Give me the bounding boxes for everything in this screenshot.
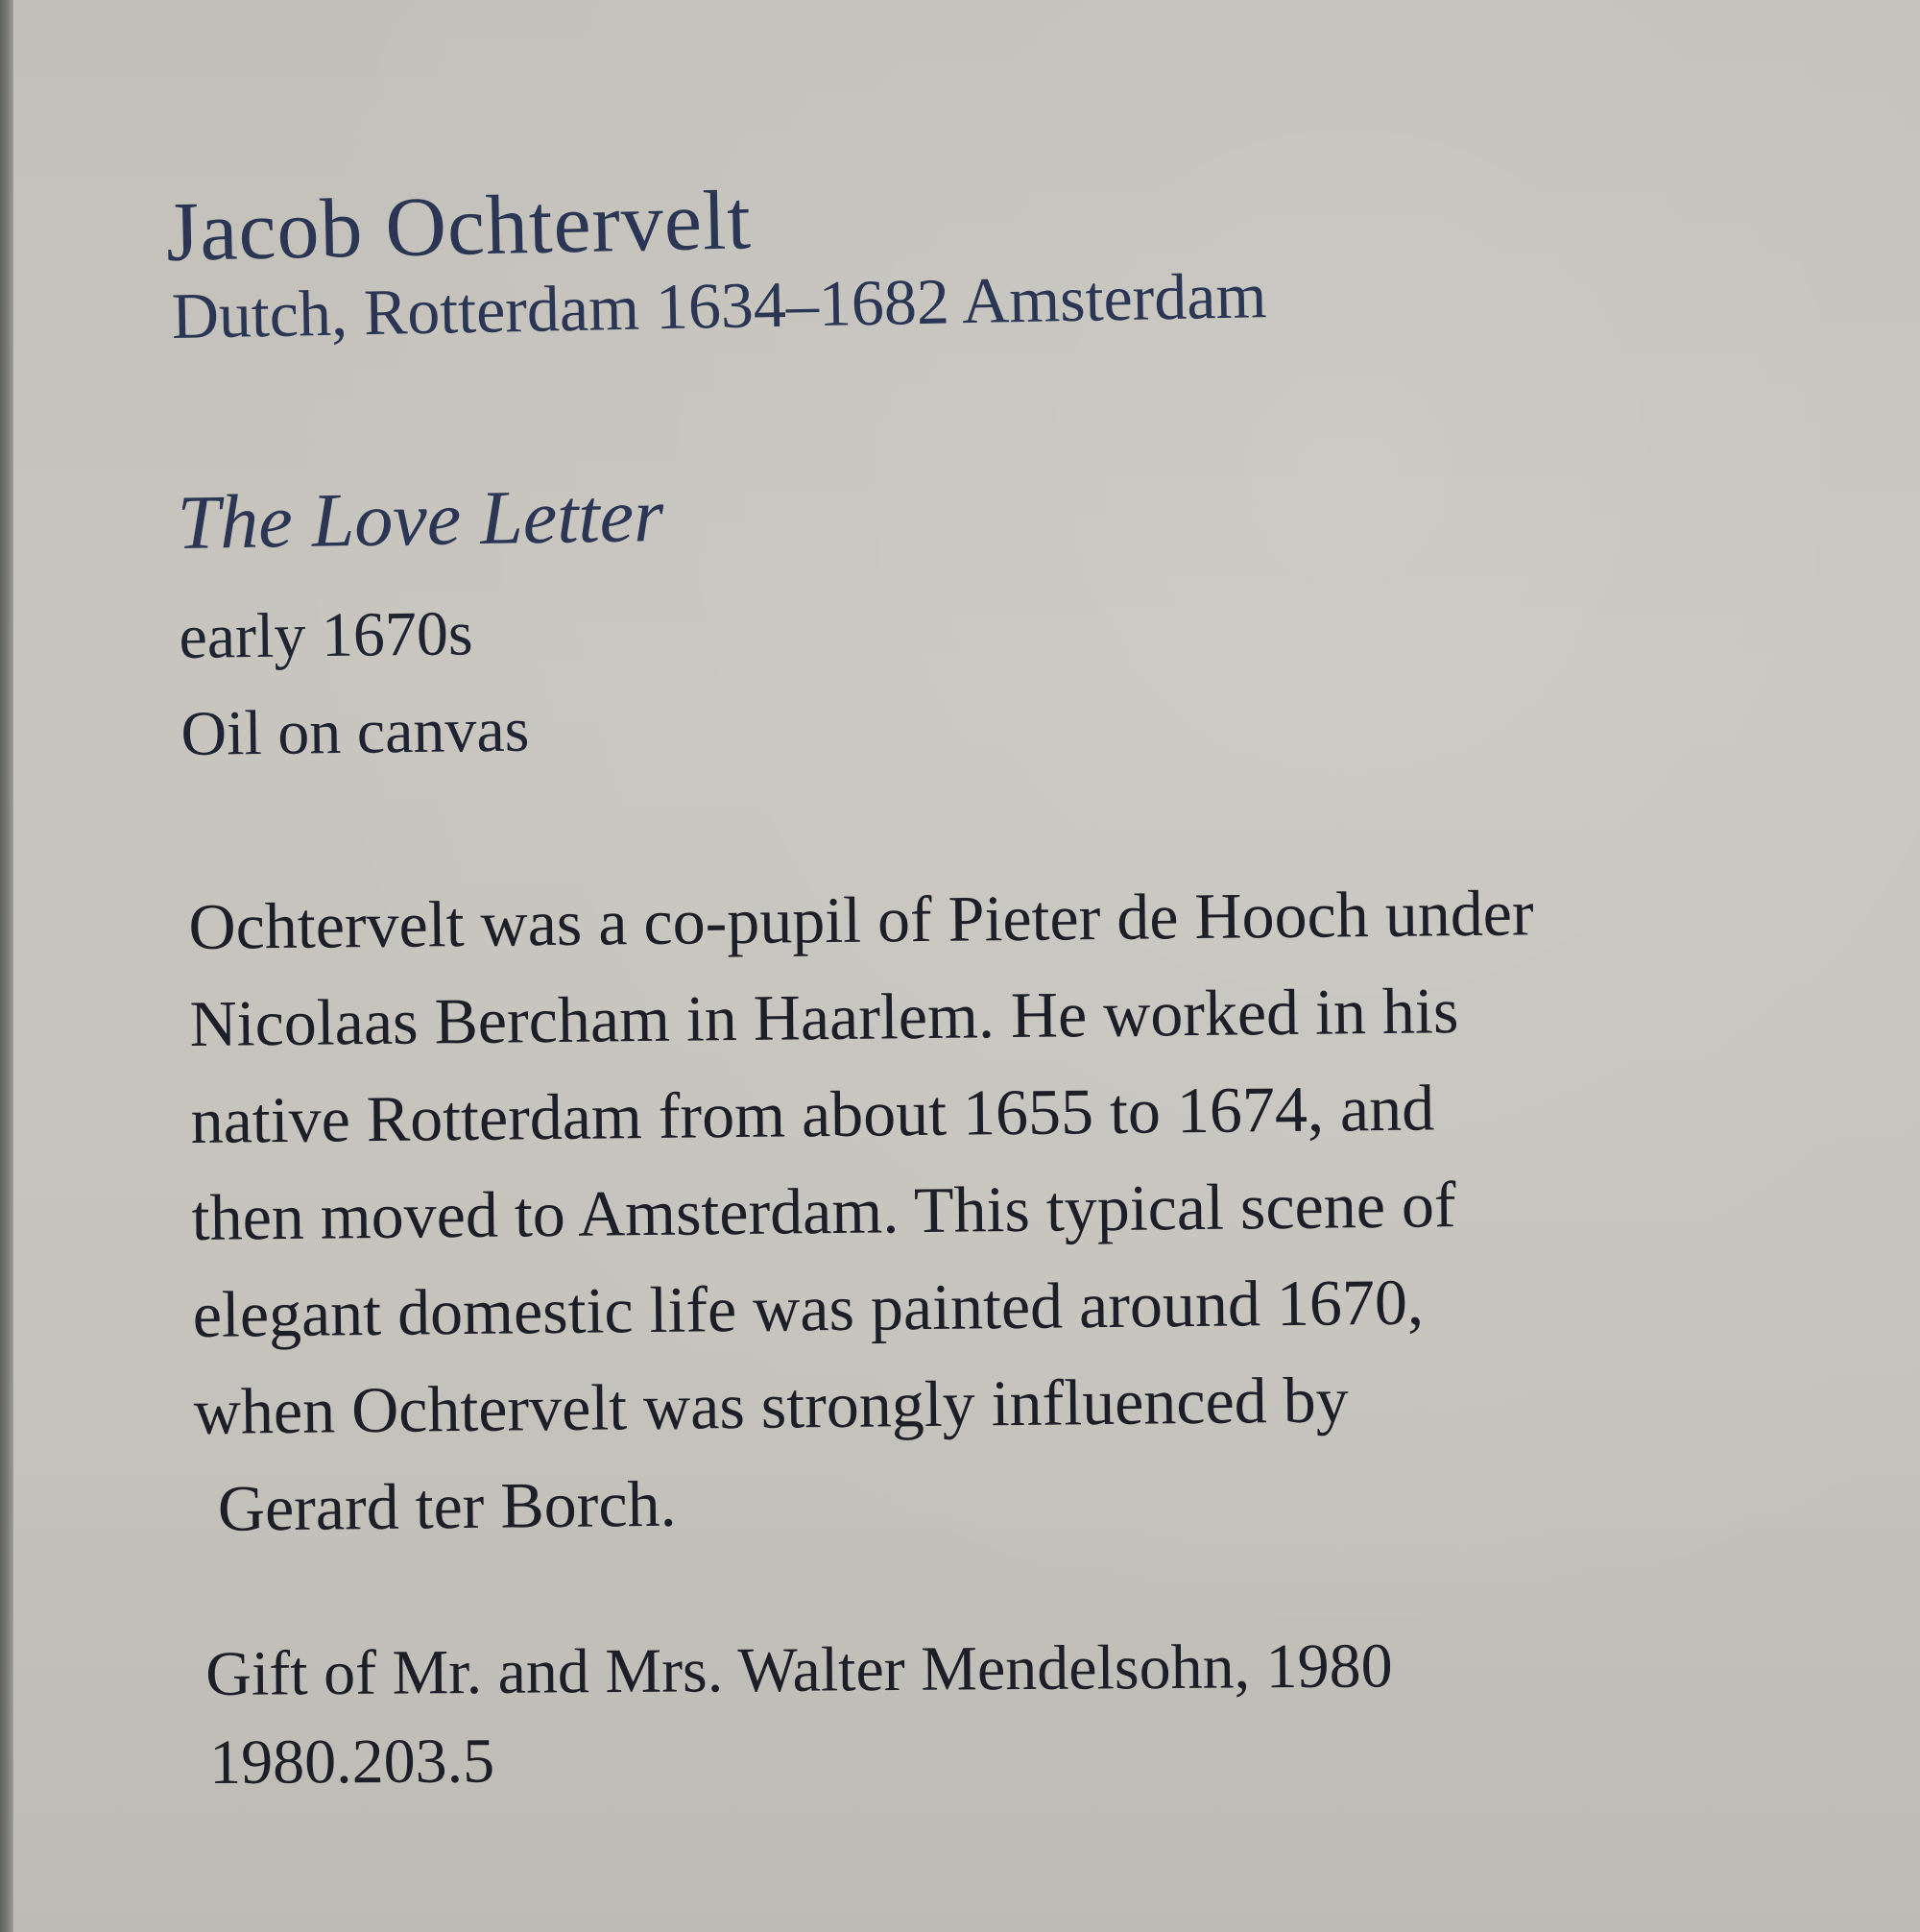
description-line: Ochtervelt was a co-pupil of Pieter de Hooch under <box>188 876 1534 963</box>
description-line: native Rotterdam from about 1655 to 1674, and <box>190 1071 1435 1157</box>
museum-wall-label <box>13 0 1920 1932</box>
artwork-title: The Love Letter <box>177 473 664 566</box>
artwork-date: early 1670s <box>179 598 473 672</box>
description-line: then moved to Amsterdam. This typical scene of <box>191 1168 1456 1254</box>
credit-line: Gift of Mr. and Mrs. Walter Mendelsohn, 1980 <box>205 1630 1393 1709</box>
artist-name: Jacob Ochtervelt <box>165 174 753 279</box>
artist-nationality-dates: Dutch, Rotterdam 1634–1682 Amsterdam <box>171 258 1268 352</box>
description-line: Nicolaas Bercham in Haarlem. He worked in his <box>189 974 1459 1060</box>
artwork-medium: Oil on canvas <box>180 694 530 769</box>
accession-number: 1980.203.5 <box>209 1726 495 1798</box>
description-line: Gerard ter Borch. <box>217 1466 677 1545</box>
artwork-description <box>188 864 1540 1558</box>
description-line: when Ochtervelt was strongly influenced by <box>193 1363 1350 1448</box>
description-line: elegant domestic life was painted around 1670, <box>192 1265 1425 1351</box>
